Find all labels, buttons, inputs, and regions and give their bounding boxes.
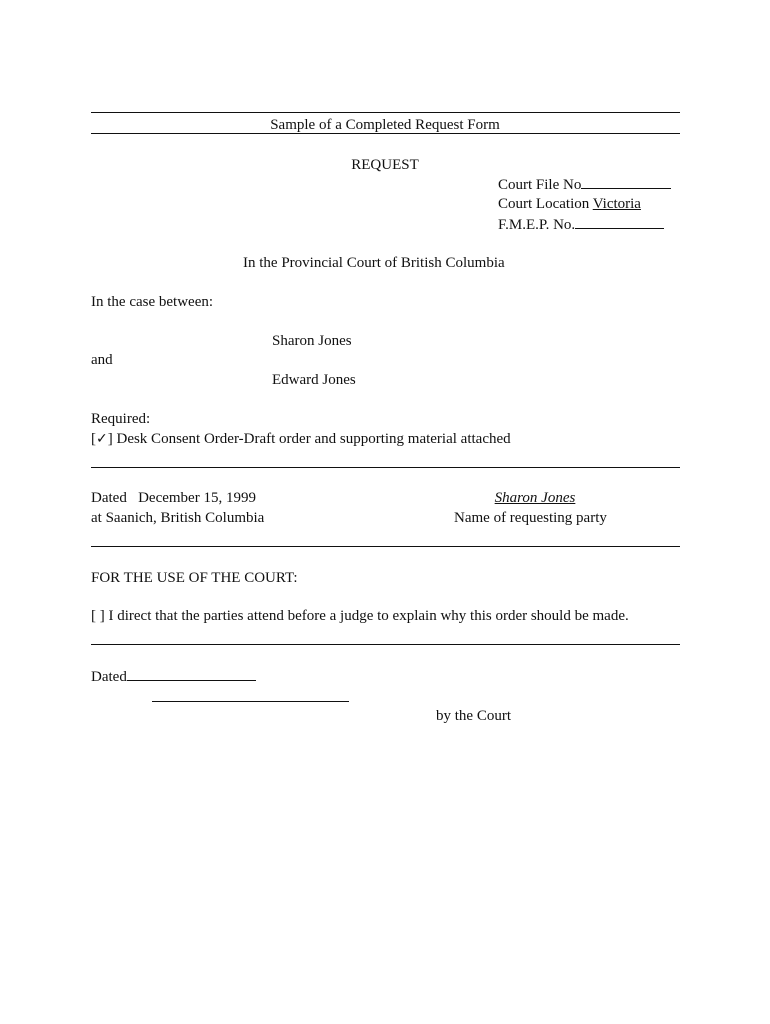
section-rule-2 — [91, 546, 680, 547]
signature-name: Sharon Jones — [494, 490, 576, 506]
dated-line — [91, 489, 256, 507]
party-one-name: Sharon Jones — [272, 333, 352, 349]
parties-conjunction: and — [91, 352, 113, 368]
fmep-no-blank — [575, 215, 664, 229]
required-item-row — [91, 430, 511, 448]
requesting-party-signature — [440, 489, 630, 507]
court-dated-field — [91, 667, 256, 686]
fmep-no-label: F.M.E.P. No. — [498, 217, 576, 233]
required-item-text: Desk Consent Order-Draft order and supporting material attached — [116, 431, 511, 447]
court-direction: [ ] I direct that the parties attend before a judge to explain why this order should be made. — [91, 608, 629, 624]
checkbox-bracket-close: ] — [107, 431, 113, 447]
court-file-no-blank — [581, 175, 671, 189]
court-location-label: Court Location — [498, 196, 590, 212]
check-mark-icon: ✓ — [96, 431, 108, 447]
by-the-court: by the Court — [436, 708, 511, 724]
fmep-no-field — [498, 215, 664, 234]
court-name: In the Provincial Court of British Columbia — [243, 255, 505, 271]
court-use-heading: FOR THE USE OF THE COURT: — [91, 570, 298, 586]
banner-rule — [91, 133, 680, 134]
required-label: Required: — [91, 411, 151, 427]
checkbox-bracket-open: [ — [91, 431, 96, 447]
dated-place: at Saanich, British Columbia — [91, 510, 265, 526]
form-banner-title: Sample of a Completed Request Form — [270, 117, 500, 133]
party-two-name: Edward Jones — [272, 372, 356, 388]
court-location-value: Victoria — [592, 196, 641, 212]
request-heading: REQUEST — [351, 157, 419, 173]
signature-caption: Name of requesting party — [454, 510, 607, 526]
court-dated-blank — [127, 667, 256, 681]
court-dated-label: Dated — [91, 669, 127, 685]
section-rule-3 — [91, 644, 680, 645]
dated-label: Dated — [91, 490, 127, 506]
top-rule — [91, 112, 680, 113]
parties-intro: In the case between: — [91, 294, 214, 310]
section-rule-1 — [91, 467, 680, 468]
court-file-no-field — [498, 175, 671, 194]
court-file-no-label: Court File No — [498, 177, 582, 193]
court-location-field — [498, 195, 655, 213]
dated-value: December 15, 1999 — [138, 490, 256, 506]
judge-signature-line — [152, 701, 349, 702]
